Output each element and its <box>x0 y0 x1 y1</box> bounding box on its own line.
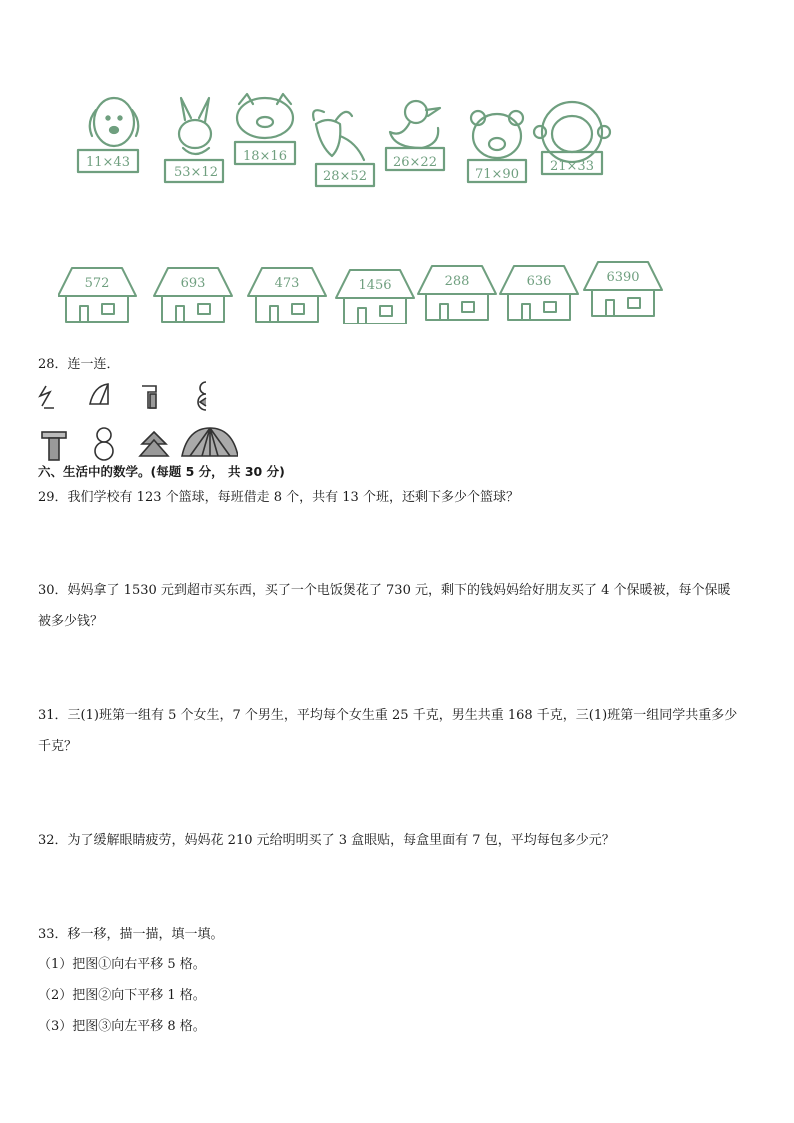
house-number: 473 <box>274 276 300 291</box>
q28-top-row <box>38 380 228 412</box>
snowman-icon <box>95 428 113 460</box>
q32-line-1: 32．为了缓解眼睛疲劳，妈妈花 210 元给明明买了 3 盒眼贴，每盒里面有 7 包，平均每包多少元？ <box>38 833 615 848</box>
house-number: 572 <box>84 276 110 291</box>
q28-bottom-row <box>38 426 238 462</box>
q31-line-2: 千克？ <box>38 739 78 754</box>
q33-item-1: （1）把图①向右平移 5 格。 <box>38 957 206 972</box>
animal-strip <box>60 92 620 192</box>
section-6-title: 六、生活中的数学。(每题 5 分， 共 30 分) <box>38 464 285 479</box>
house-number: 636 <box>526 274 552 289</box>
q30-line-1: 30．妈妈拿了 1530 元到超市买东西，买了一个电饭煲花了 730 元，剩下的钱妈妈给好朋友买了 4 个保暖被，每个保暖 <box>38 583 731 598</box>
animal-expr: 11×43 <box>86 155 130 170</box>
q33-item-3: （3）把图③向左平移 8 格。 <box>38 1019 206 1034</box>
house-strip <box>58 258 668 324</box>
house-number: 1456 <box>358 278 392 293</box>
animal-expr: 71×90 <box>475 167 519 182</box>
animal-expr: 21×33 <box>550 159 594 174</box>
house-number: 693 <box>180 276 206 291</box>
q28-title: 28．连一连． <box>38 357 120 372</box>
animal-expr: 28×52 <box>323 169 367 184</box>
animal-expr: 53×12 <box>174 165 218 180</box>
q29-line-1: 29．我们学校有 123 个篮球，每班借走 8 个，共有 13 个班，还剩下多少个篮球？ <box>38 490 519 505</box>
q30-line-2: 被多少钱？ <box>38 614 104 629</box>
umbrella-icon <box>182 428 238 456</box>
q33-item-2: （2）把图②向下平移 1 格。 <box>38 988 206 1003</box>
animal-expr: 26×22 <box>393 155 437 170</box>
zigzag-icon <box>40 386 54 408</box>
house-number: 6390 <box>606 270 640 285</box>
animal-expr: 18×16 <box>243 149 287 164</box>
tree-icon <box>140 432 168 456</box>
stool-icon <box>42 432 66 460</box>
q33-title: 33．移一移，描一描，填一填。 <box>38 927 224 942</box>
house-number: 288 <box>444 274 470 289</box>
half-umbrella-icon <box>90 384 108 404</box>
half-stool-icon <box>142 386 156 408</box>
q31-line-1: 31．三(1)班第一组有 5 个女生，7 个男生，平均每个女生重 25 千克，男生共重 168 千克，三(1)班第一组同学共重多少 <box>38 708 738 723</box>
half-snowman-icon <box>198 382 206 410</box>
